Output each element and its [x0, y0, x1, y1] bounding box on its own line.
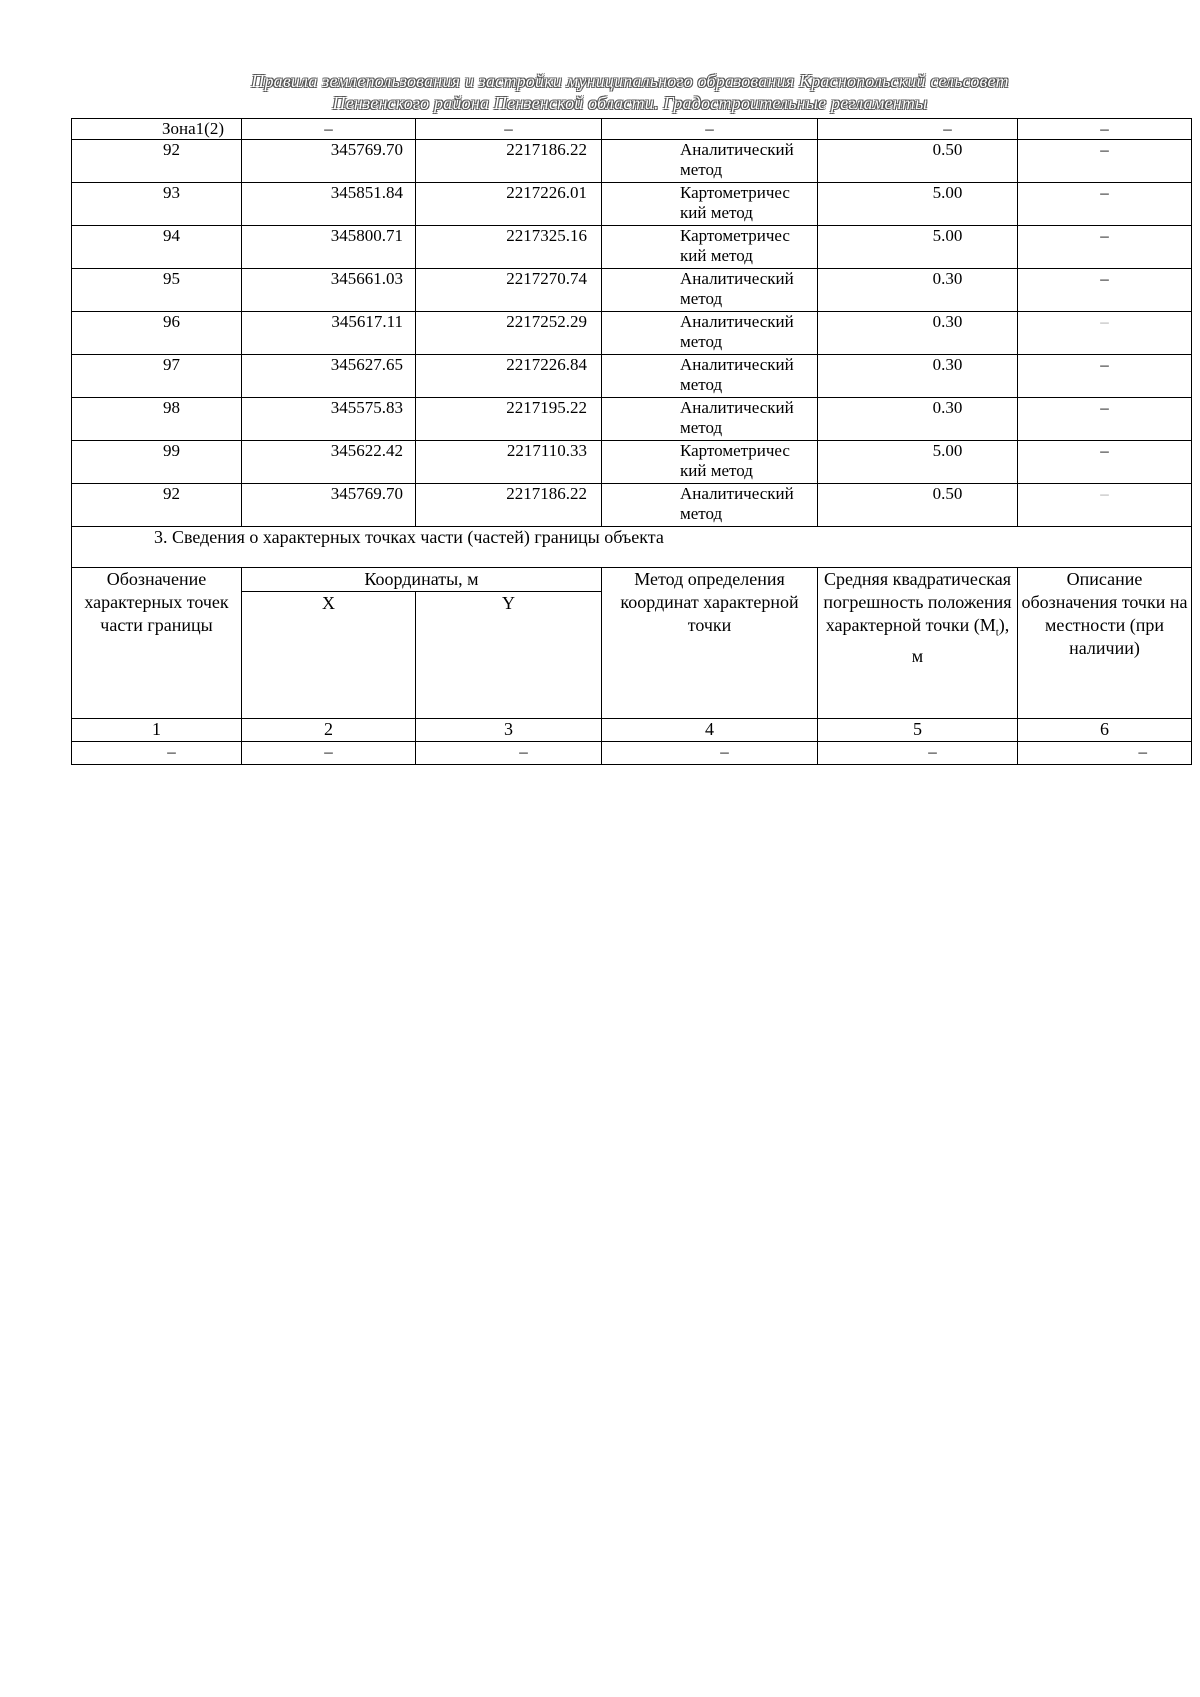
column-numbers-row — [72, 719, 1192, 742]
point-description: – — [1018, 183, 1192, 226]
point-method-line-1: Картометричес — [680, 226, 790, 245]
point-accuracy: 0.30 — [818, 269, 1018, 312]
point-method-line-2: метод — [680, 160, 723, 179]
point-row — [72, 269, 1192, 312]
point-method-line-2: метод — [680, 332, 723, 351]
point-row — [72, 441, 1192, 484]
col-accuracy-unit: ), м — [911, 615, 1010, 666]
coordinates-table-body — [72, 119, 1192, 765]
point-description: – — [1018, 312, 1192, 355]
point-description: – — [1018, 140, 1192, 183]
point-accuracy: 5.00 — [818, 183, 1018, 226]
col-x-header: X — [242, 592, 416, 719]
point-row — [72, 484, 1192, 527]
point-method-line-1: Аналитический — [680, 140, 794, 159]
point-x: 345622.42 — [242, 441, 416, 484]
empty-cell-2: – — [242, 742, 416, 765]
point-accuracy: 0.30 — [818, 312, 1018, 355]
point-method — [602, 398, 818, 441]
column-number-6: 6 — [1018, 719, 1192, 742]
point-row — [72, 398, 1192, 441]
point-accuracy: 0.50 — [818, 140, 1018, 183]
point-accuracy: 0.50 — [818, 484, 1018, 527]
section-3-header-row-1 — [72, 568, 1192, 592]
zone-cell-x: – — [242, 119, 416, 140]
point-description: – — [1018, 484, 1192, 527]
point-method-line-1: Аналитический — [680, 484, 794, 503]
point-row — [72, 140, 1192, 183]
page-header — [70, 70, 1190, 114]
point-x: 345851.84 — [242, 183, 416, 226]
empty-cell-4: – — [602, 742, 818, 765]
point-row — [72, 312, 1192, 355]
col-accuracy-symbol: (M — [973, 615, 996, 635]
point-accuracy: 5.00 — [818, 226, 1018, 269]
section-3-empty-row — [72, 742, 1192, 765]
point-y: 2217186.22 — [416, 484, 602, 527]
column-number-4: 4 — [602, 719, 818, 742]
zone-cell-y: – — [416, 119, 602, 140]
point-method — [602, 183, 818, 226]
point-x: 345617.11 — [242, 312, 416, 355]
point-y: 2217270.74 — [416, 269, 602, 312]
col-description-header: Описание обозначения точки на местности (при наличии) — [1018, 568, 1192, 719]
point-y: 2217226.84 — [416, 355, 602, 398]
empty-cell-3: – — [416, 742, 602, 765]
point-method — [602, 269, 818, 312]
point-method-line-2: метод — [680, 289, 723, 308]
point-method-line-2: кий метод — [680, 246, 753, 265]
column-number-3: 3 — [416, 719, 602, 742]
point-x: 345769.70 — [242, 140, 416, 183]
zone-cell-method: – — [602, 119, 818, 140]
point-description: – — [1018, 269, 1192, 312]
col-accuracy-subscript: t — [995, 626, 999, 639]
point-description: – — [1018, 398, 1192, 441]
point-accuracy: 5.00 — [818, 441, 1018, 484]
point-y: 2217195.22 — [416, 398, 602, 441]
point-row — [72, 355, 1192, 398]
point-x: 345661.03 — [242, 269, 416, 312]
coordinates-table — [71, 118, 1192, 765]
point-number: 94 — [72, 226, 242, 269]
zone-cell-accuracy: – — [818, 119, 1018, 140]
zone-row — [72, 119, 1192, 140]
col-y-header: Y — [416, 592, 602, 719]
empty-cell-5: – — [818, 742, 1018, 765]
header-line-2: Пензенского района Пензенской области. Градостроительные регламенты — [332, 93, 928, 113]
column-number-2: 2 — [242, 719, 416, 742]
section-3-title-row — [72, 527, 1192, 568]
point-method-line-2: метод — [680, 375, 723, 394]
point-method-line-2: кий метод — [680, 461, 753, 480]
point-row — [72, 226, 1192, 269]
column-number-5: 5 — [818, 719, 1018, 742]
point-method — [602, 441, 818, 484]
point-y: 2217252.29 — [416, 312, 602, 355]
point-method-line-1: Картометричес — [680, 183, 790, 202]
point-method-line-2: метод — [680, 418, 723, 437]
point-method-line-1: Аналитический — [680, 312, 794, 331]
header-line-1: Правила землепользования и застройки муниципального образования Краснопольский сельсовет — [251, 71, 1009, 91]
point-x: 345627.65 — [242, 355, 416, 398]
point-description: – — [1018, 226, 1192, 269]
point-method — [602, 484, 818, 527]
col-method-header: Метод определения координат характерной точки — [602, 568, 818, 719]
point-x: 345575.83 — [242, 398, 416, 441]
point-number: 96 — [72, 312, 242, 355]
point-method-line-2: кий метод — [680, 203, 753, 222]
point-y: 2217325.16 — [416, 226, 602, 269]
point-y: 2217110.33 — [416, 441, 602, 484]
zone-cell-desc: – — [1018, 119, 1192, 140]
point-description: – — [1018, 355, 1192, 398]
point-description: – — [1018, 441, 1192, 484]
point-method-line-1: Аналитический — [680, 355, 794, 374]
point-number: 99 — [72, 441, 242, 484]
point-accuracy: 0.30 — [818, 398, 1018, 441]
section-3-title: 3. Сведения о характерных точках части (частей) границы объекта — [72, 527, 1192, 568]
col-designation-header: Обозначение характерных точек части границы — [72, 568, 242, 719]
point-accuracy: 0.30 — [818, 355, 1018, 398]
empty-cell-1: – — [72, 742, 242, 765]
point-method-line-1: Картометричес — [680, 441, 790, 460]
point-x: 345800.71 — [242, 226, 416, 269]
point-method — [602, 140, 818, 183]
empty-cell-6: – — [1018, 742, 1192, 765]
zone-label: Зона1(2) — [72, 119, 242, 140]
point-method-line-2: метод — [680, 504, 723, 523]
point-method — [602, 226, 818, 269]
point-method — [602, 355, 818, 398]
point-x: 345769.70 — [242, 484, 416, 527]
point-method-line-1: Аналитический — [680, 398, 794, 417]
point-method-line-1: Аналитический — [680, 269, 794, 288]
column-number-1: 1 — [72, 719, 242, 742]
point-y: 2217186.22 — [416, 140, 602, 183]
point-number: 95 — [72, 269, 242, 312]
point-number: 93 — [72, 183, 242, 226]
point-number: 97 — [72, 355, 242, 398]
col-accuracy-header-text: Средняя квадратическая погрешность положения характерной точки — [823, 569, 1012, 635]
point-method — [602, 312, 818, 355]
col-coordinates-header: Координаты, м — [242, 568, 602, 592]
point-number: 98 — [72, 398, 242, 441]
col-accuracy-header — [818, 568, 1018, 719]
point-number: 92 — [72, 140, 242, 183]
point-number: 92 — [72, 484, 242, 527]
point-row — [72, 183, 1192, 226]
point-y: 2217226.01 — [416, 183, 602, 226]
